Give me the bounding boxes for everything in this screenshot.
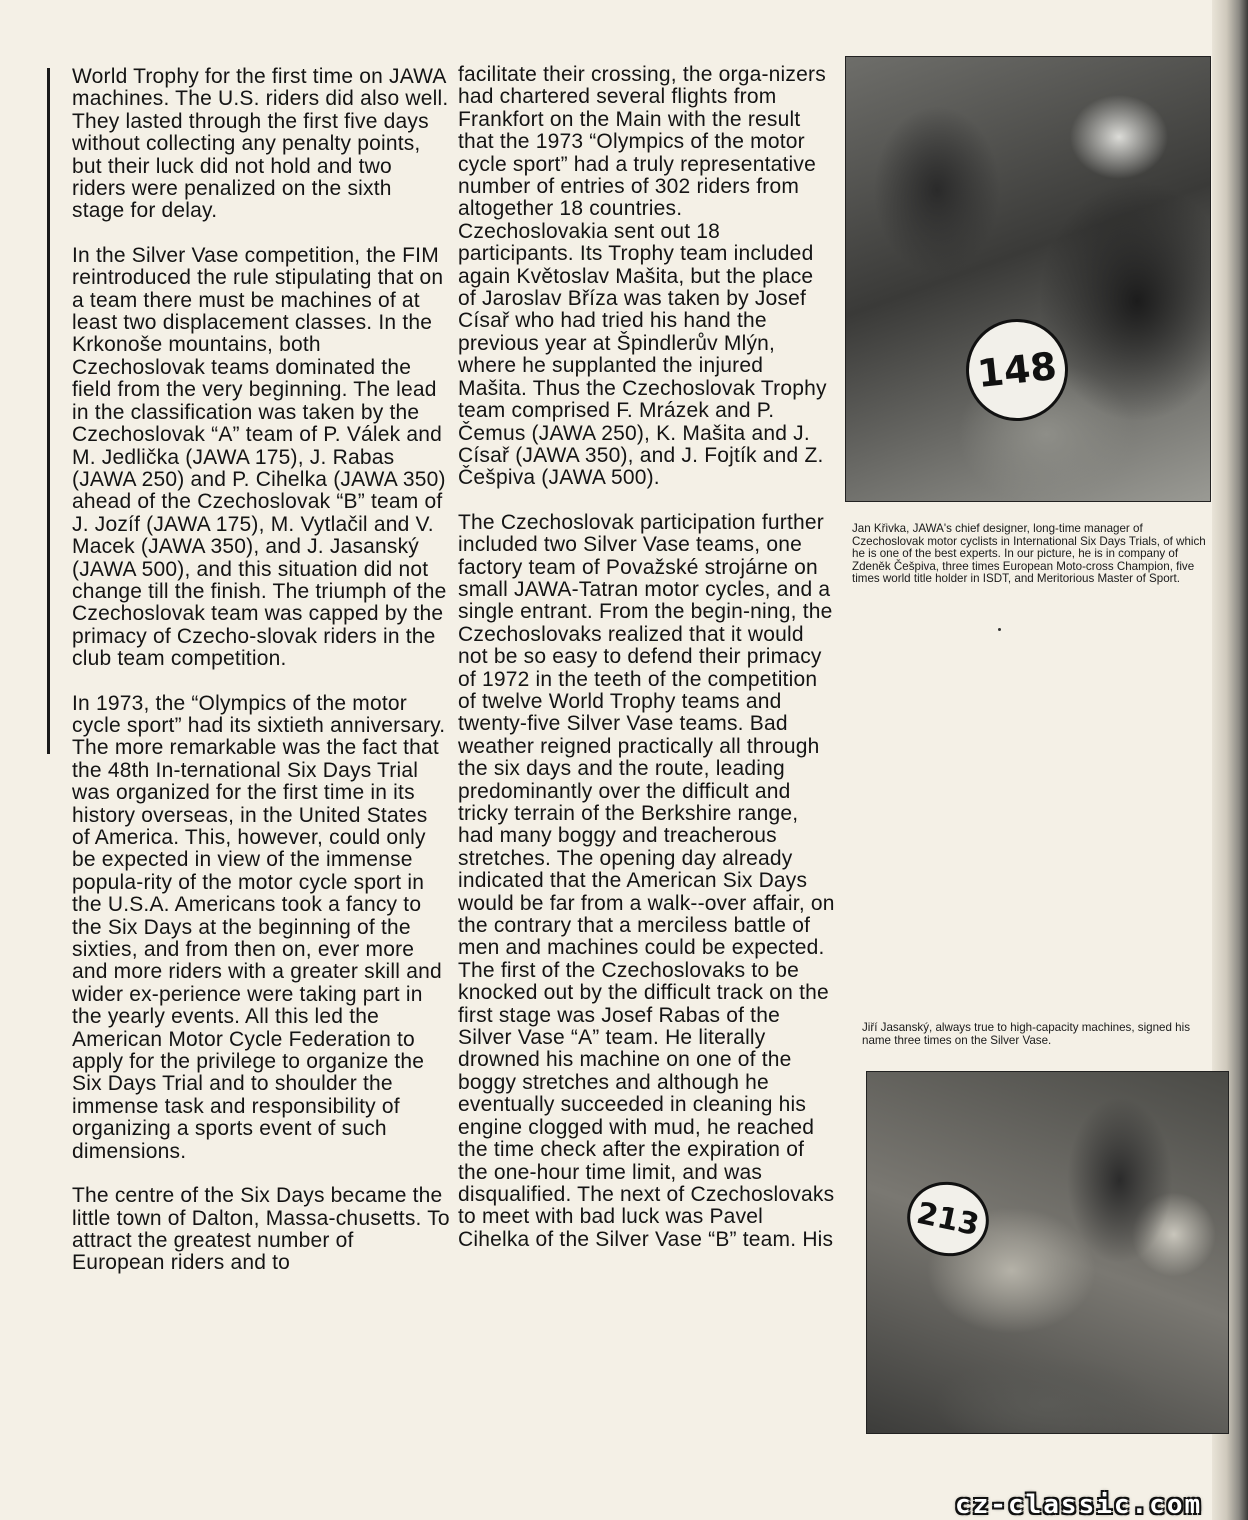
paragraph: In the Silver Vase competition, the FIM reintroduced the rule stipulating that on a team there must be machines of at least two displacement classes. In the Krkonoše mountains, both Czechoslovak teams dominated the field from the very beginning. The lead in the classification was taken by the Czechoslovak “A” team of P. Válek and M. Jedlička (JAWA 175), J. Rabas (JAWA 250) and P. Cihelka (JAWA 350) ahead of the Czechoslovak “B” team of J. Jozíf (JAWA 175), M. Vytlačil and V. Macek (JAWA 350), and J. Jasanský (JAWA 500), and this situation did not change till the finish. The triumph of the Czechoslovak team was capped by the primacy of Czecho-slovak riders in the club team competition. [72, 243, 447, 671]
photo-caption-top: Jan Křivka, JAWA's chief designer, long-time manager of Czechoslovak motor cyclists in International Six Days Trials, of which he is one of the best experts. In our picture, he is in company of Zdeněk Češpiva, three times European Moto-cross Champion, five times world title holder in ISDT, and Meritorious Master of Sport. [852, 522, 1206, 586]
left-margin-rule [47, 68, 50, 754]
photo-jasansky-motorcycle [866, 1071, 1229, 1434]
text-column-left [72, 66, 450, 1297]
paragraph: The Czechoslovak participation further included two Silver Vase teams, one factory team of Považské strojárne on small JAWA-Tatran motor cycles, and a single entrant. From the begin-ning, the Czechoslovaks realized that it would not be so easy to defend their primacy of 1972 in the teeth of the competition of twelve World Trophy teams and twenty-five Silver Vase teams. Bad weather reigned practically all through the six days and the route, leading predominantly over the difficult and tricky terrain of the Berkshire range, had many boggy and treacherous stretches. The opening day already indicated that the American Six Days would be far from a walk--over affair, on the contrary that a merciless battle of men and machines could be expected. The first of the Czechoslovaks to be knocked out by the difficult track on the first stage was Josef Rabas of the Silver Vase “A” team. He literally drowned his machine on one of the boggy stretches and although he eventually succeeded in cleaning his engine clogged with mud, he reached the time check after the expiration of the one-hour time limit, and was disqualified. The next of Czechoslovaks to meet with bad luck was Pavel Cihelka of the Silver Vase “B” team. His [458, 510, 835, 1251]
race-number-plate: 148 [961, 314, 1073, 426]
paragraph: The centre of the Six Days became the little town of Dalton, Massa-chusetts. To attract the greatest number of European riders and to [72, 1184, 450, 1275]
watermark: cz-classic.com [955, 1490, 1203, 1520]
race-number-plate: 213 [900, 1174, 996, 1263]
print-speck [998, 628, 1001, 631]
paragraph: facilitate their crossing, the orga-nizers had chartered several flights from Frankfort on the Main with the result that the 1973 “Olympics of the motor cycle sport” had a truly representative number of entries of 302 riders from altogether 18 countries. Czechoslovakia sent out 18 participants. Its Trophy team included again Květoslav Mašita, but the place of Jaroslav Bříza was taken by Josef Císař who had tried his hand the previous year at Špindlerův Mlýn, where he supplanted the injured Mašita. Thus the Czechoslovak Trophy team comprised F. Mrázek and P. Čemus (JAWA 250), K. Mašita and J. Císař (JAWA 350), and J. Fojtík and Z. Češpiva (JAWA 500). [458, 63, 827, 490]
paragraph: World Trophy for the first time on JAWA machines. The U.S. riders did also well. They lasted through the first five days without collecting any penalty points, but their luck did not hold and two riders were penalized on the sixth stage for delay. [72, 65, 449, 223]
paragraph: In 1973, the “Olympics of the motor cycle sport” had its sixtieth anniversary. The more remarkable was the fact that the 48th In-ternational Six Days Trial was organized for the first time in its history overseas, in the United States of America. This, however, could only be expected in view of the immense popula-rity of the motor cycle sport in the U.S.A. Americans took a fancy to the Six Days at the beginning of the sixties, and from then on, ever more and more riders with a greater skill and wider ex-perience were taking part in the yearly events. All this led the American Motor Cycle Federation to apply for the privilege to organize the Six Days Trial and to shoulder the immense task and responsibility of organizing a sports event of such dimensions. [72, 691, 446, 1163]
text-column-middle [458, 64, 836, 1273]
photo-caption-bottom: Jiří Jasanský, always true to high-capacity machines, signed his name three times on the Silver Vase. [862, 1021, 1190, 1047]
photo-krivka-cespiva [845, 56, 1211, 502]
